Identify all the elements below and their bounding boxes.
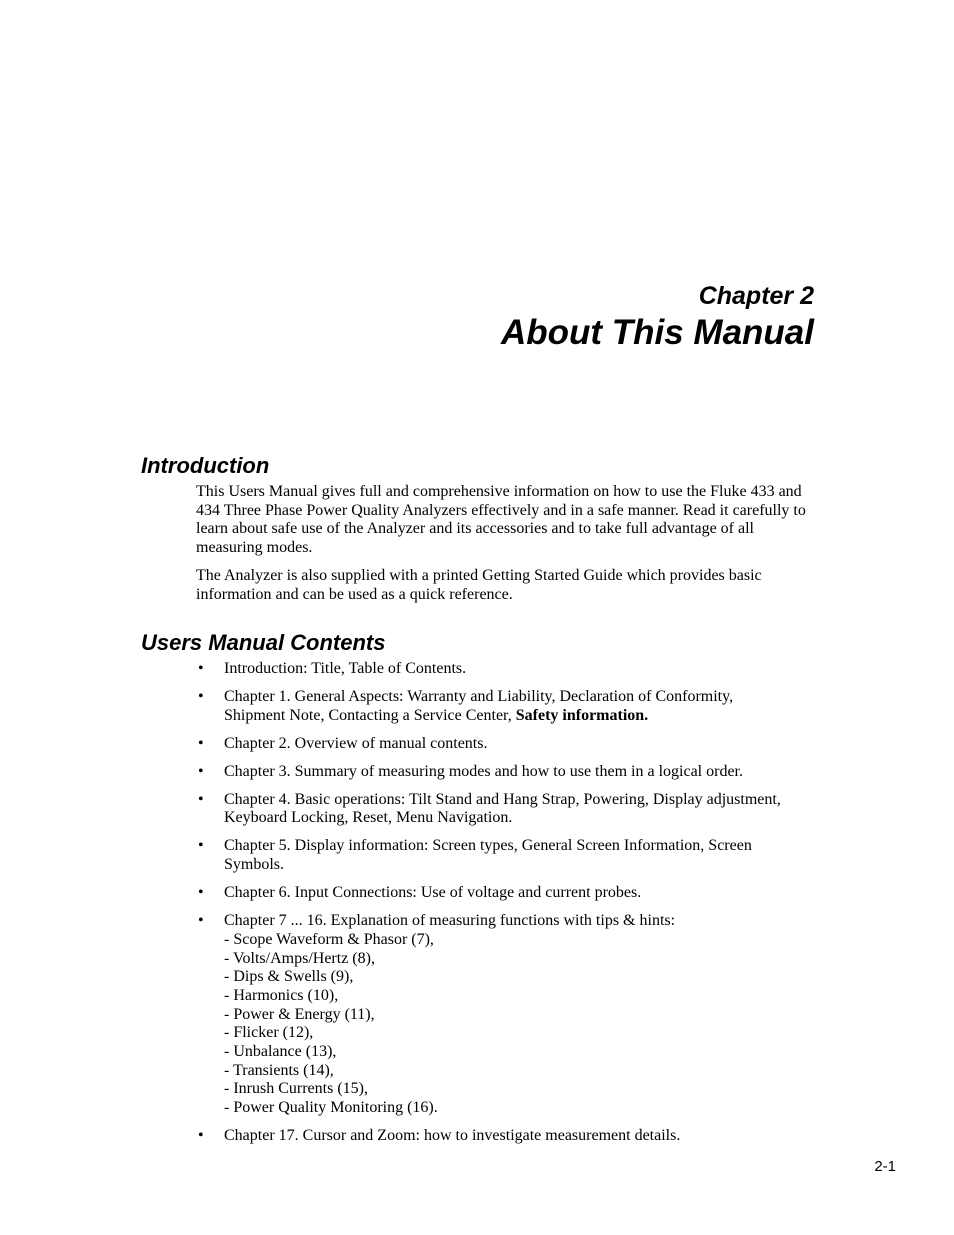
sub-list-item: - Harmonics (10), (224, 986, 339, 1004)
bullet-icon: • (198, 762, 204, 780)
introduction-heading: Introduction (141, 453, 270, 478)
list-item-text: Chapter 4. Basic operations: Tilt Stand and Hang Strap, Powering, Display adjustment, Keyboard Locking, Reset, Menu Navigation. (224, 790, 781, 827)
bullet-icon: • (198, 1127, 204, 1145)
list-item (196, 660, 796, 679)
sub-list-item: - Power Quality Monitoring (16). (224, 1099, 438, 1117)
bullet-icon: • (198, 912, 204, 930)
sub-list-item: - Power & Energy (11), (224, 1005, 375, 1023)
safety-information-emphasis: Safety information. (515, 706, 649, 724)
introduction-paragraph: This Users Manual gives full and comprehensive information on how to use the Fluke 433 and 434 Three Phase Power Quality Analyzers effectively and in a safe manner. Read it carefully to learn about safe use of the Analyzer and its accessories and to take full advantage of all measuring modes. (196, 483, 806, 557)
bullet-icon: • (198, 884, 204, 902)
list-item (196, 1127, 796, 1146)
bullet-icon: • (198, 837, 204, 855)
contents-heading: Users Manual Contents (141, 630, 386, 655)
introduction-body (196, 483, 816, 604)
bullet-icon: • (198, 790, 204, 808)
list-item (196, 791, 796, 828)
list-item-text: Introduction: Title, Table of Contents. (224, 660, 467, 677)
list-item (196, 837, 796, 874)
list-item-text: Chapter 1. General Aspects: Warranty and Liability, Declaration of Conformity, Shipment Note, Contacting a Service Center, (224, 688, 734, 724)
chapter-title: About This Manual (500, 313, 814, 352)
sub-list-item: - Unbalance (13), (224, 1043, 337, 1061)
sub-list-item: - Flicker (12), (224, 1024, 314, 1042)
sub-list-item: - Scope Waveform & Phasor (7), (224, 930, 434, 948)
list-item (196, 884, 796, 903)
list-item-text: Chapter 17. Cursor and Zoom: how to investigate measurement details. (224, 1127, 681, 1145)
list-item-text: Chapter 2. Overview of manual contents. (224, 734, 488, 752)
list-item (196, 735, 796, 754)
contents-list (196, 660, 796, 1155)
sub-list-item: - Volts/Amps/Hertz (8), (224, 949, 375, 967)
bullet-icon: • (198, 660, 204, 677)
list-item-text: Chapter 3. Summary of measuring modes and how to use them in a logical order. (224, 762, 743, 780)
chapter-header (501, 281, 814, 353)
list-item-text: Chapter 7 ... 16. Explanation of measuring functions with tips & hints: (224, 912, 676, 930)
list-item (196, 912, 796, 1118)
list-item (196, 763, 796, 782)
introduction-paragraph: The Analyzer is also supplied with a printed Getting Started Guide which provides basic information and can be used as a quick reference. (196, 566, 762, 603)
list-item (196, 688, 796, 725)
measuring-functions-list (224, 931, 796, 1118)
sub-list-item: - Inrush Currents (15), (224, 1080, 368, 1098)
page-number: 2-1 (874, 1158, 896, 1175)
list-item-text: Chapter 6. Input Connections: Use of voltage and current probes. (224, 884, 642, 902)
bullet-icon: • (198, 688, 204, 705)
list-item-text: Chapter 5. Display information: Screen types, General Screen Information, Screen Symbols. (224, 837, 752, 874)
bullet-icon: • (198, 734, 204, 752)
chapter-label: Chapter 2 (698, 282, 814, 310)
sub-list-item: - Transients (14), (224, 1061, 334, 1079)
sub-list-item: - Dips & Swells (9), (224, 968, 354, 986)
